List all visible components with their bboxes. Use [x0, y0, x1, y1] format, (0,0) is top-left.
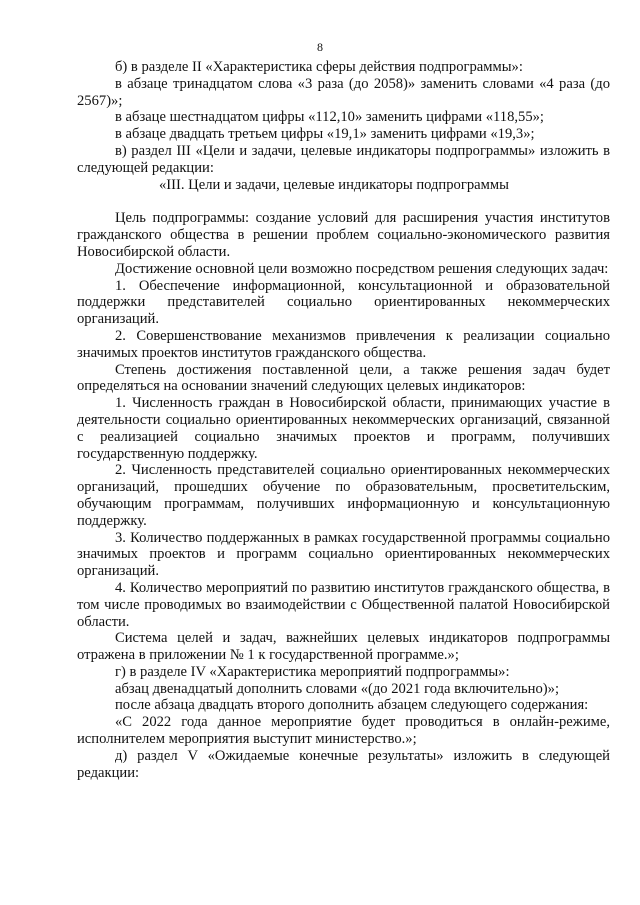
section-title: «III. Цели и задачи, целевые индикаторы подпрограммы [159, 176, 509, 193]
amendment-v-heading: в) раздел III «Цели и задачи, целевые индикаторы подпрограммы» изложить в следующей редакции: [77, 142, 610, 176]
amendment-b-item-1: в абзаце тринадцатом слова «3 раза (до 2058)» заменить словами «4 раза (до 2567)»; [77, 75, 610, 109]
amendment-b-item-3: в абзаце двадцать третьем цифры «19,1» заменить цифрами «19,3»; [115, 126, 535, 143]
indicator-3: 3. Количество поддержанных в рамках государственной программы социально значимых проектов и программ социально ориентированных некоммерческих организаций. [77, 529, 610, 580]
system-paragraph: Система целей и задач, важнейших целевых индикаторов подпрограммы отражена в приложении № 1 к государственной программе.»; [77, 630, 610, 664]
indicator-1: 1. Численность граждан в Новосибирской области, принимающих участие в деятельности социально ориентированных некоммерческих организаций, связанной с реализацией социально значимых проектов и программ, получивших государственную поддержку. [77, 395, 610, 462]
spacer [77, 193, 610, 210]
document-body [77, 59, 610, 781]
amendment-g-quote: «С 2022 года данное мероприятие будет проводиться в онлайн-режиме, исполнителем мероприятия выступит министерство.»; [77, 714, 610, 748]
task-1: 1. Обеспечение информационной, консультационной и образовательной поддержки представителей социально ориентированных некоммерческих организаций. [77, 277, 610, 328]
amendment-d-heading: д) раздел V «Ожидаемые конечные результаты» изложить в следующей редакции: [77, 747, 610, 781]
tasks-intro: Достижение основной цели возможно посредством решения следующих задач: [115, 260, 609, 277]
indicator-2: 2. Численность представителей социально ориентированных некоммерческих организаций, прошедших обучение по образовательным, просветительским, обучающим программам, получивших информационную и консультационную поддержку. [77, 462, 610, 529]
amendment-g-heading: г) в разделе IV «Характеристика мероприятий подпрограммы»: [115, 663, 510, 680]
indicator-4: 4. Количество мероприятий по развитию институтов гражданского общества, в том числе проводимых во взаимодействии с Общественной палатой Новосибирской области. [77, 579, 610, 630]
goal-paragraph: Цель подпрограммы: создание условий для расширения участия институтов гражданского общества в решении проблем социально-экономического развития Новосибирской области. [77, 210, 610, 260]
task-2: 2. Совершенствование механизмов привлечения к реализации социально значимых проектов институтов гражданского общества. [77, 327, 610, 361]
page-number: 8 [317, 40, 323, 54]
amendment-b-heading: б) в разделе II «Характеристика сферы действия подпрограммы»: [115, 59, 523, 75]
amendment-g-item-2: после абзаца двадцать второго дополнить абзацем следующего содержания: [115, 697, 589, 714]
indicators-intro: Степень достижения поставленной цели, а также решения задач будет определяться на основании значений следующих целевых индикаторов: [77, 361, 610, 395]
amendment-g-item-1: абзац двенадцатый дополнить словами «(до 2021 года включительно)»; [115, 680, 560, 697]
amendment-b-item-2: в абзаце шестнадцатом цифры «112,10» заменить цифрами «118,55»; [115, 109, 544, 126]
